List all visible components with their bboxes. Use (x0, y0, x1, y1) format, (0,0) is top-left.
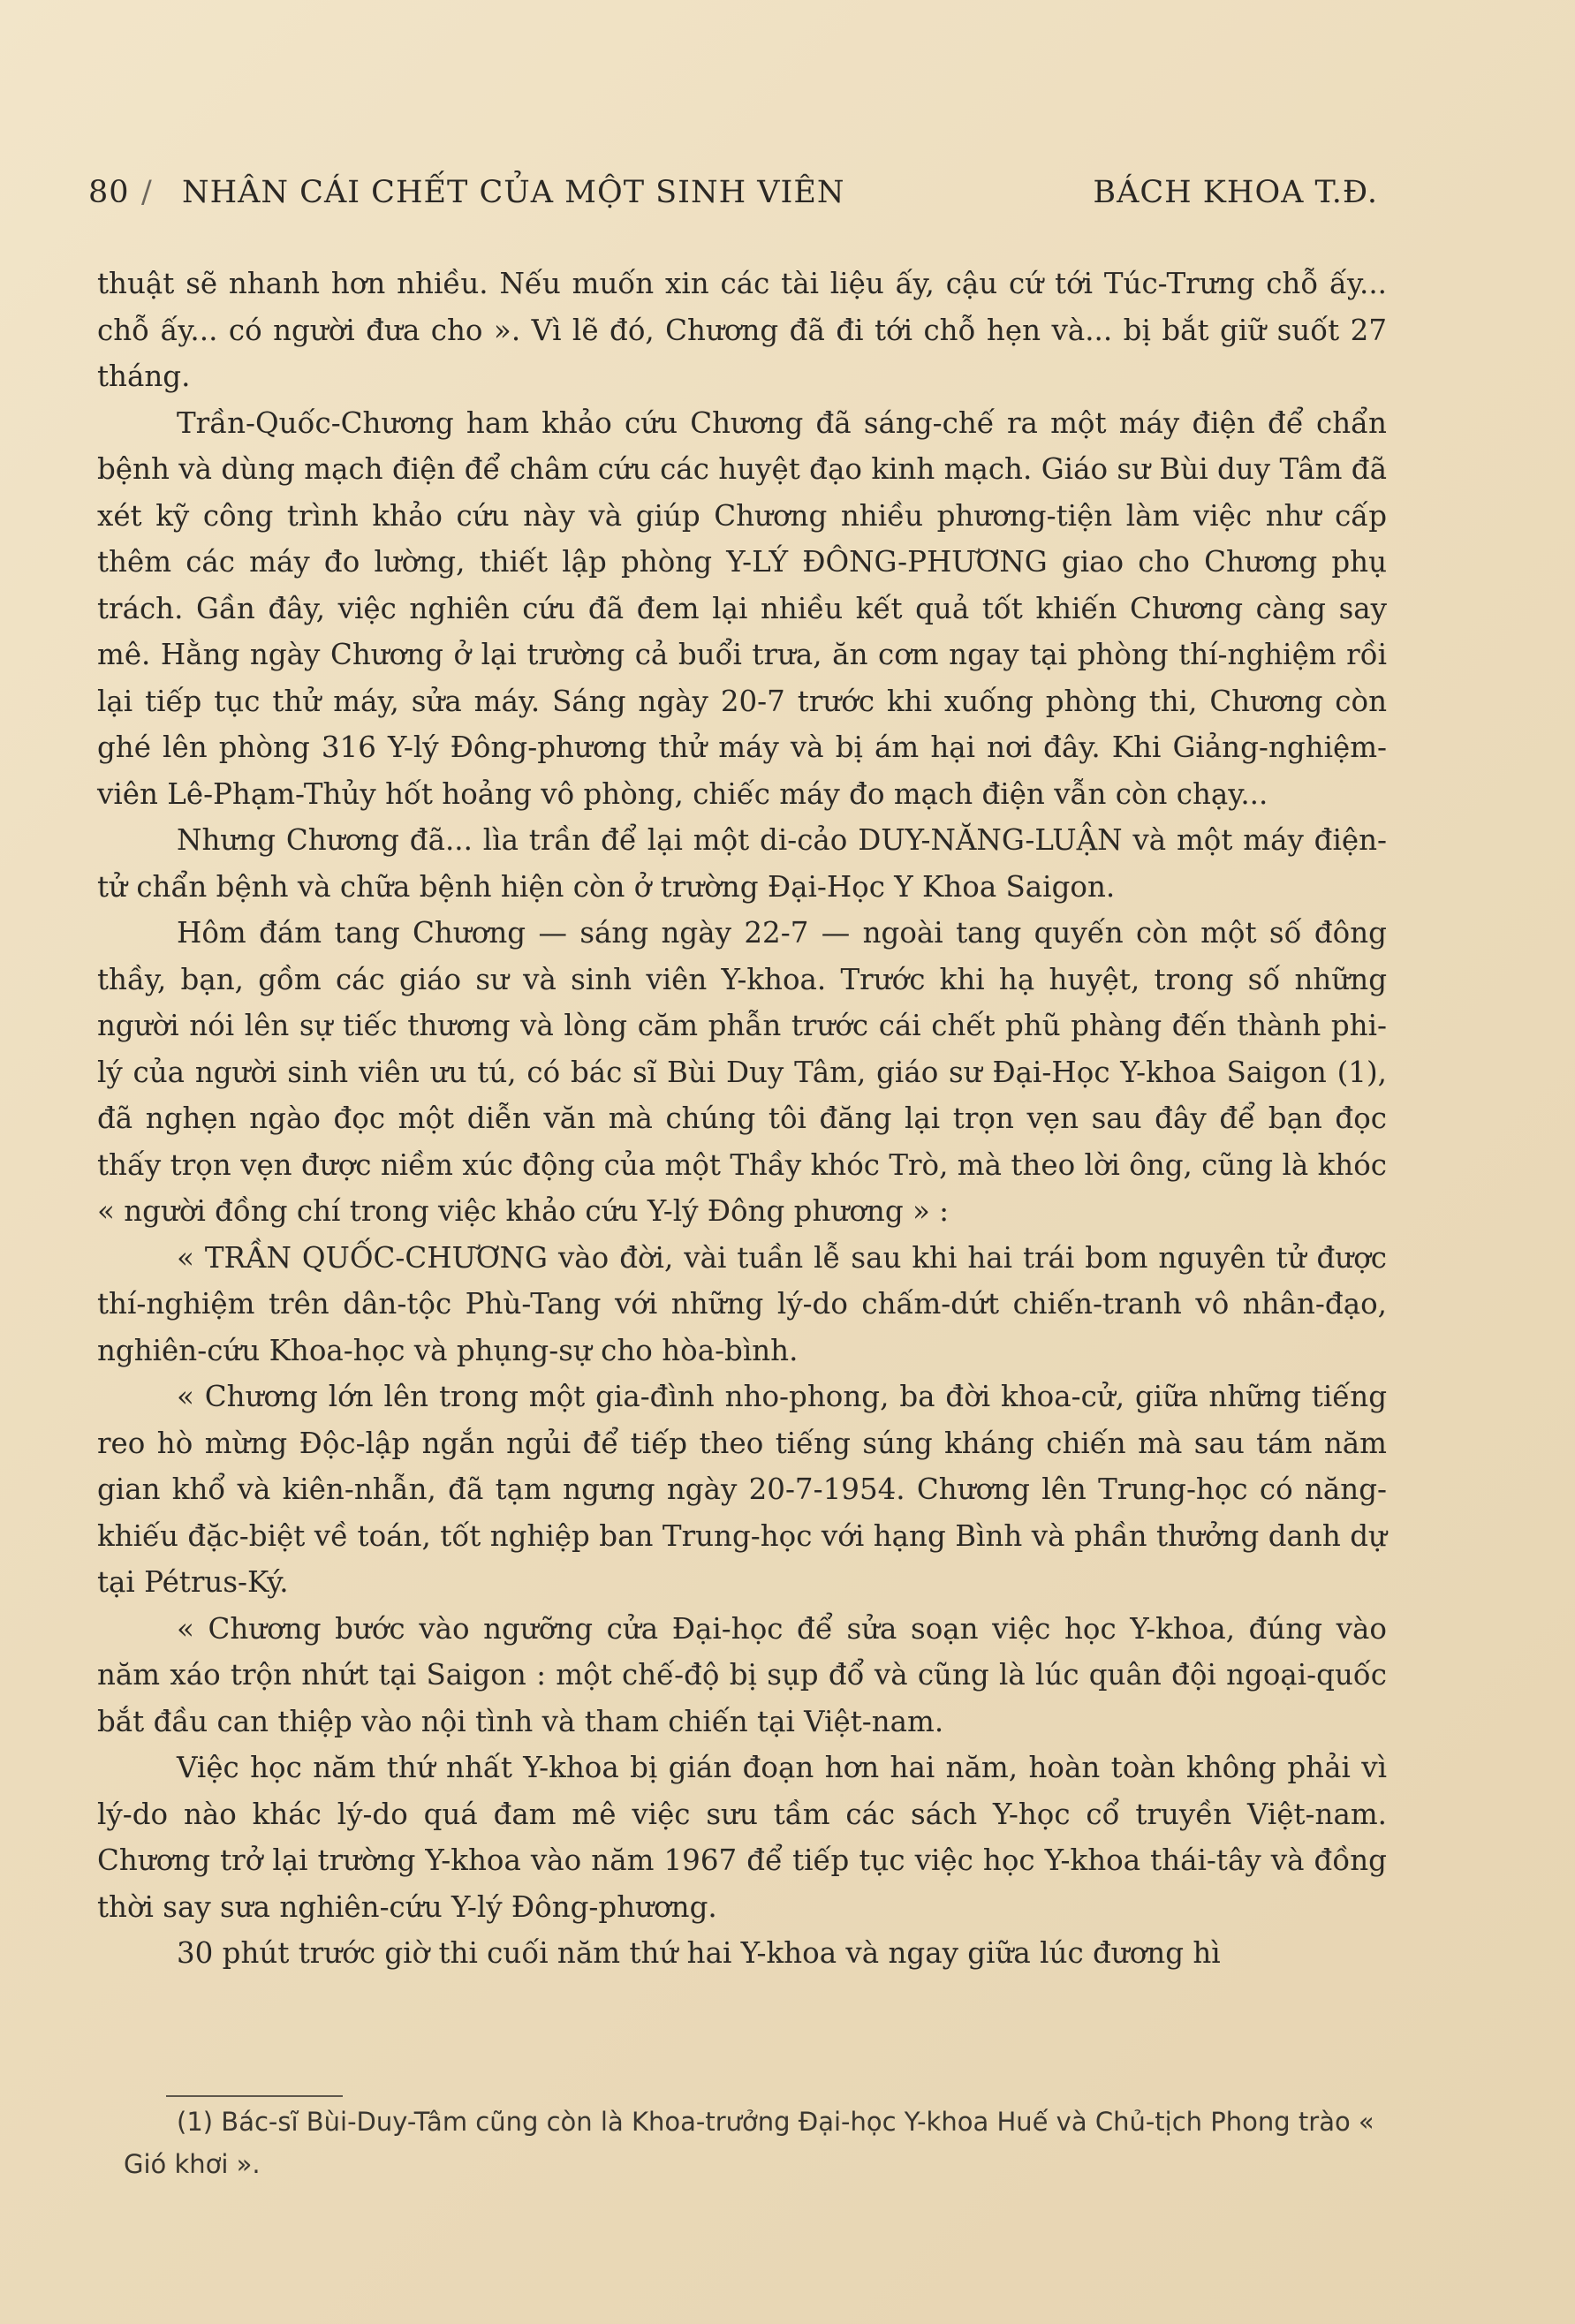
footnote: (1) Bác-sĩ Bùi-Duy-Tâm cũng còn là Khoa-trưởng Đại-học Y-khoa Huế và Chủ-tịch Phong trào « Gió khơi ». (124, 2107, 1374, 2179)
running-header (88, 175, 1378, 210)
paragraph: Hôm đám tang Chương — sáng ngày 22-7 — ngoài tang quyến còn một số đông thầy, bạn, gồm các giáo sư và sinh viên Y-khoa. Trước khi hạ huyệt, trong số những người nói lên sự tiếc thương và lòng căm phẫn trước cái chết phũ phàng đến thành phi-lý của người sinh viên ưu tú, có bác sĩ Bùi Duy Tâm, giáo sư Đại-Học Y-khoa Saigon (1), đã nghẹn ngào đọc một diễn văn mà chúng tôi đăng lại trọn vẹn sau đây để bạn đọc thấy trọn vẹn được niềm xúc động của một Thầy khóc Trò, mà theo lời ông, cũng là khóc « người đồng chí trong việc khảo cứu Y-lý Đông phương » : (97, 916, 1387, 1228)
article-title: NHÂN CÁI CHẾT CỦA MỘT SINH VIÊN (182, 175, 845, 210)
page-number: 80 (88, 175, 130, 210)
journal-name: BÁCH KHOA T.Đ. (1093, 175, 1378, 210)
article-body (97, 261, 1387, 1977)
header-separator: / (141, 175, 153, 210)
paragraph: Trần-Quốc-Chương ham khảo cứu Chương đã sáng-chế ra một máy điện để chẩn bệnh và dùng mạch điện để châm cứu các huyệt đạo kinh mạch. Giáo sư Bùi duy Tâm đã xét kỹ công trình khảo cứu này và giúp Chương nhiều phương-tiện làm việc như cấp thêm các máy đo lường, thiết lập phòng Y-LÝ ĐÔNG-PHƯƠNG giao cho Chương phụ trách. Gần đây, việc nghiên cứu đã đem lại nhiều kết quả tốt khiến Chương càng say mê. Hằng ngày Chương ở lại trường cả buổi trưa, ăn cơm ngay tại phòng thí-nghiệm rồi lại tiếp tục thử máy, sửa máy. Sáng ngày 20-7 trước khi xuống phòng thi, Chương còn ghé lên phòng 316 Y-lý Đông-phương thử máy và bị ám hại nơi đây. Khi Giảng-nghiệm-viên Lê-Phạm-Thủy hốt hoảng vô phòng, chiếc máy đo mạch điện vẫn còn chạy... (97, 405, 1387, 811)
footnote-rule (166, 2095, 343, 2097)
paragraph: thuật sẽ nhanh hơn nhiều. Nếu muốn xin các tài liệu ấy, cậu cứ tới Túc-Trưng chỗ ấy... chỗ ấy... có người đưa cho ». Vì lẽ đó, Chương đã đi tới chỗ hẹn và... bị bắt giữ suốt 27 tháng. (97, 267, 1387, 393)
paragraph: Việc học năm thứ nhất Y-khoa bị gián đoạn hơn hai năm, hoàn toàn không phải vì lý-do nào khác lý-do quá đam mê việc sưu tầm các sách Y-học cổ truyền Việt-nam. Chương trở lại trường Y-khoa vào năm 1967 để tiếp tục việc học Y-khoa thái-tây và đồng thời say sưa nghiên-cứu Y-lý Đông-phương. (97, 1751, 1387, 1924)
paragraph: « TRẦN QUỐC-CHƯƠNG vào đời, vài tuần lễ sau khi hai trái bom nguyên tử được thí-nghiệm trên dân-tộc Phù-Tang với những lý-do chấm-dứt chiến-tranh vô nhân-đạo, nghiên-cứu Khoa-học và phụng-sự cho hòa-bình. (97, 1240, 1387, 1367)
paragraph: « Chương bước vào ngưỡng cửa Đại-học để sửa soạn việc học Y-khoa, đúng vào năm xáo trộn nhứt tại Saigon : một chế-độ bị sụp đổ và cũng là lúc quân đội ngoại-quốc bắt đầu can thiệp vào nội tình và tham chiến tại Việt-nam. (97, 1611, 1387, 1738)
paragraph: Nhưng Chương đã... lìa trần để lại một di-cảo DUY-NĂNG-LUẬN và một máy điện-tử chẩn bệnh và chữa bệnh hiện còn ở trường Đại-Học Y Khoa Saigon. (97, 823, 1387, 904)
paragraph: « Chương lớn lên trong một gia-đình nho-phong, ba đời khoa-cử, giữa những tiếng reo hò mừng Độc-lập ngắn ngủi để tiếp theo tiếng súng kháng chiến mà sau tám năm gian khổ và kiên-nhẫn, đã tạm ngưng ngày 20-7-1954. Chương lên Trung-học có năng-khiếu đặc-biệt về toán, tốt nghiệp ban Trung-học với hạng Bình và phần thưởng danh dự tại Pétrus-Ký. (97, 1380, 1387, 1599)
paragraph: 30 phút trước giờ thi cuối năm thứ hai Y-khoa và ngay giữa lúc đương hì (177, 1936, 1221, 1970)
